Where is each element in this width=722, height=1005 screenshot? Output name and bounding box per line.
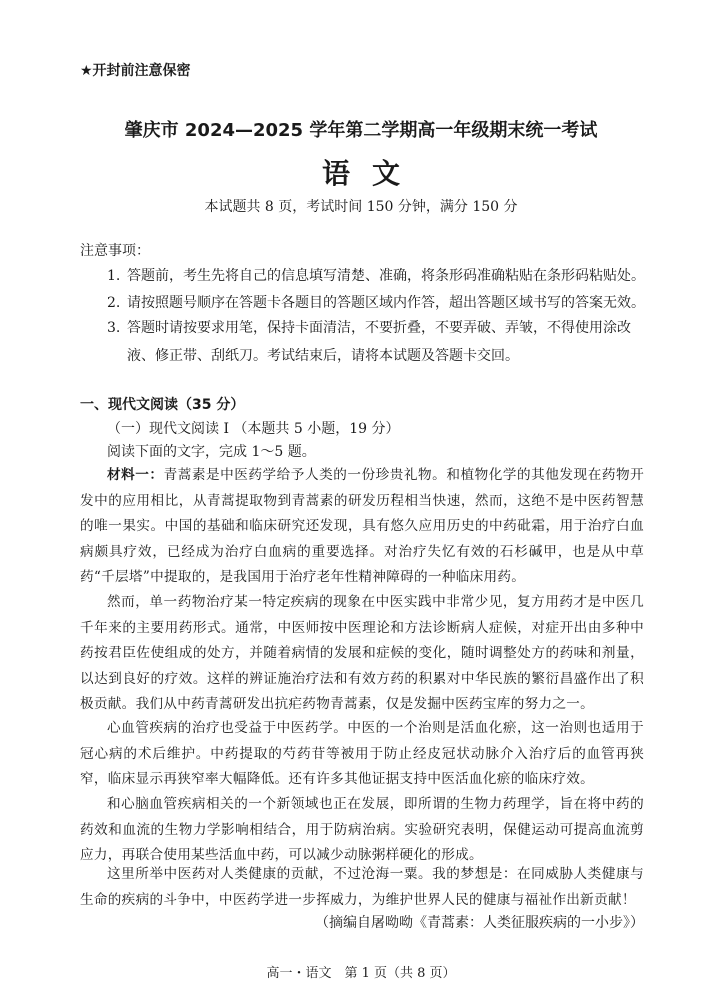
paragraph: 这里所举中医药对人类健康的贡献，不过沧海一粟。我的梦想是：在同威胁人类健康与生命的疾病的斗争中，中医药学进一步挥威力，为维护世界人民的健康与福祉作出新贡献！ [80,866,644,908]
exam-info: 本试题共 8 页，考试时间 150 分钟，满分 150 分 [204,199,518,215]
notice-item-text: 请按照题号顺序在答题卡各题目的答题区域内作答，超出答题区域书写的答案无效。 [127,295,645,311]
notice-item [107,314,647,370]
exam-title: 肇庆市 2024—2025 学年第二学期高一年级期末统一考试 [124,120,598,141]
paragraph-text: 青蒿素是中医药学给予人类的一份珍贵礼物。和植物化学的其他发现在药物开发中的应用相比，从青蒿提取物到青蒿素的研发历程相当快速，然而，这绝不是中医药智慧的唯一果实。中国的基础和临床研究还发现，具有悠久应用历史的中药砒霜，用于治疗白血病颇具疗效，已经成为治疗白血病的重要选择。对治疗失忆有效的石杉碱甲，也是从中草药“千层塔”中提取的，是我国用于治疗老年性精神障碍的一种临床用药。 [80,467,645,585]
notice-item [107,262,647,290]
source-citation: （摘编自屠呦呦《青蒿素：人类征服疾病的一小步》） [315,915,644,931]
paragraph [80,463,644,591]
notice-item [107,289,647,317]
paragraph: 心血管疾病的治疗也受益于中医药学。中医的一个治则是活血化瘀，这一治则也适用于冠心病的术后维护。中药提取的芍药苷等被用于防止经皮冠状动脉介入治疗后的血管再狭窄，临床显示再狭窄率大幅降低。还有许多其他证据支持中医活血化瘀的临床疗效。 [80,720,644,787]
notice-item-number: 1. [107,268,121,284]
subject-title: 语文 [321,157,422,190]
reading-instruction: 阅读下面的文字，完成 1～5 题。 [107,444,316,460]
page-footer: 高一・语文 第 1 页（共 8 页） [266,966,456,981]
paragraph: 和心脑血管疾病相关的一个新领域也正在发展，即所谓的生物力药理学，旨在将中药的药效和血流的生物力学影响相结合，用于防病治病。实验研究表明，保健运动可提高血流剪应力，再联合使用某些活血中药，可以减少动脉粥样硬化的形成。 [80,796,644,863]
paragraph: 然而，单一药物治疗某一特定疾病的现象在中医实践中非常少见，复方用药才是中医几千年来的主要用药形式。通常，中医师按中医理论和方法诊断病人症候，对症开出由多种中药按君臣佐使组成的处方，并随着病情的发展和症候的变化，随时调整处方的药味和剂量，以达到良好的疗效。这样的辨证施治疗法和有效方药的积累对中华民族的繁衍昌盛作出了积极贡献。我们从中药青蒿研发出抗疟药物青蒿素，仅是发掘中医药宝库的努力之一。 [80,594,644,712]
subsection-heading: （一）现代文阅读 I （本题共 5 小题，19 分） [107,421,400,437]
notice-item-number: 3. [107,320,121,336]
notice-item-text: 答题前，考生先将自己的信息填写清楚、准确，将条形码准确粘贴在条形码粘贴处。 [127,268,645,284]
notice-item-text: 答题时请按要求用笔，保持卡面清洁，不要折叠，不要弄破、弄皱，不得使用涂改液、修正带、刮纸刀。考试结束后，请将本试题及答题卡交回。 [127,320,631,364]
material-label: 材料一： [107,467,164,483]
section-heading: 一、现代文阅读（35 分） [80,397,245,413]
confidential-mark: ★开封前注意保密 [80,63,191,79]
notice-heading: 注意事项： [80,243,150,259]
notice-item-number: 2. [107,295,121,311]
